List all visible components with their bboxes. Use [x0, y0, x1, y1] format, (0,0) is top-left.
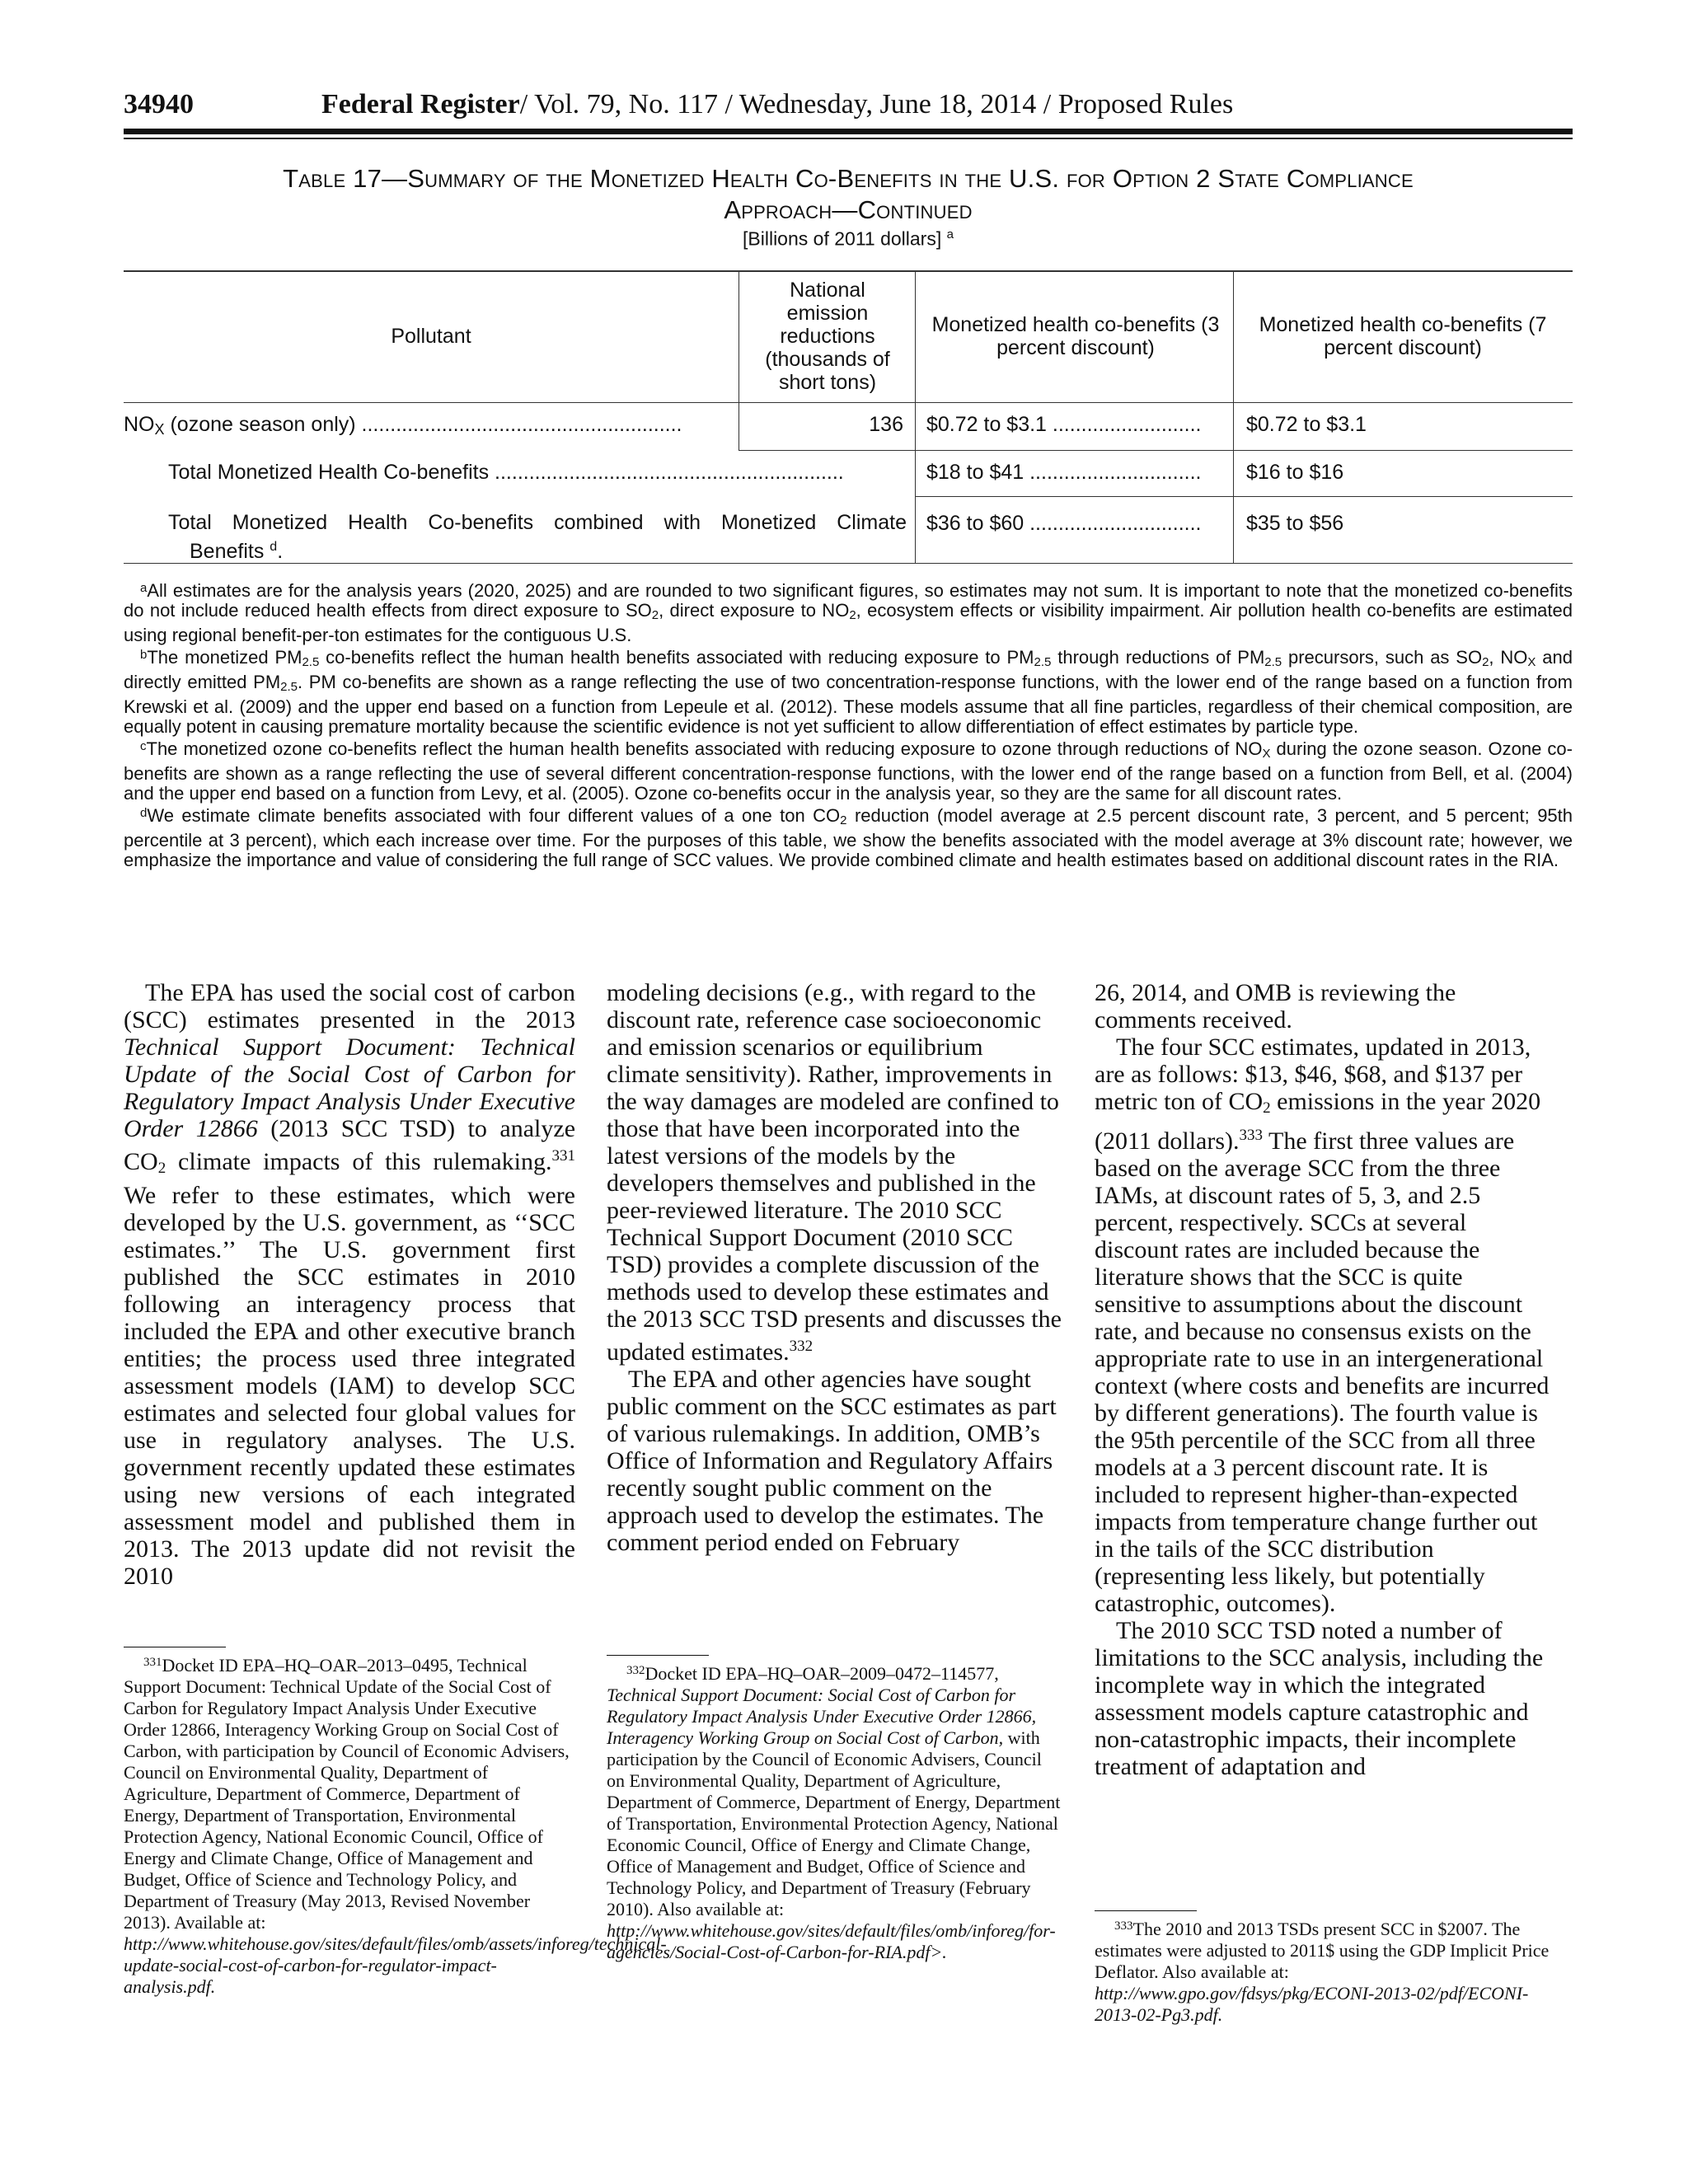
fb-sub3: 2.5: [1264, 655, 1282, 669]
table-footnotes: [124, 579, 1573, 870]
fb7: . PM co-benefits are shown as a range reflecting the use of two concentration-response functions, with the lower end of the range based on a function from Krewski et al. (2009) and the upper end based on a function from Lepeule et al. (2012). These models assume that all fine particles, regardless of their chemical composition, are equally potent in causing premature mortality because the scientific evidence is not yet sufficient to allow differentiation of effect estimates by particle type.: [124, 672, 1573, 737]
fn331-link[interactable]: http://www.whitehouse.gov/sites/default/files/omb/assets/inforeg/technical-update-social-cost-of-carbon-for-regulator-impact-analysis.pdf.: [124, 1933, 667, 1997]
c3b: emissions in the year 2020 (2011 dollars).: [1095, 1088, 1541, 1155]
table-vrule-1: [738, 270, 739, 450]
c1b: (2013 SCC TSD) to analyze CO: [124, 1115, 576, 1175]
table-row2-rule: [915, 496, 1573, 497]
table-row-nox: [124, 412, 730, 442]
row-combined-label-line1: Total Monetized Health Co-benefits combined with Monetized Climate: [168, 511, 907, 534]
col-header-benefit7: Monetized health co-benefits (7 percent discount): [1259, 313, 1547, 359]
c3a: The four SCC estimates, updated in 2013, are as follows: $13, $46, $68, and $137 per metric ton of CO: [1095, 1033, 1531, 1115]
fb2: co-benefits reflect the human health benefits associated with reducing exposure to PM: [319, 647, 1034, 668]
fn333-link[interactable]: http://www.gpo.gov/fdsys/pkg/ECONI-2013-02/pdf/ECONI-2013-02-Pg3.pdf.: [1095, 1983, 1529, 2025]
footnote-c-mark: c: [140, 739, 147, 753]
fb-sub6: 2.5: [280, 680, 298, 694]
c1-italic-title: Technical Support Document: Technical Update of the Social Cost of Carbon for Regulatory Impact Analysis Under Executive Order 12866: [124, 1033, 575, 1142]
footnote-b-mark: b: [140, 648, 148, 662]
table-title-line1: Table 17—Summary of the Monetized Health Co-Benefits in the U.S. for Option 2 State Compliance: [283, 164, 1414, 193]
row-nox-reduction: 136: [869, 413, 903, 436]
summary-table: [124, 270, 1573, 567]
publication-name: Federal Register: [321, 89, 520, 120]
row-combined-label: [168, 511, 907, 564]
col3-paragraph-3: The 2010 SCC TSD noted a number of limitations to the SCC analysis, including the incomplete way in which the integrated assessment models capture catastrophic and non-catastrophic impacts, their incomplete treatment of adaptation and: [1095, 1617, 1544, 1780]
row-total-benefit3: $18 to $41 ..............................: [926, 461, 1202, 484]
fb5: , NO: [1489, 647, 1528, 668]
footnote-a-mark: a: [140, 581, 148, 595]
header-rule-thick: [124, 129, 1573, 134]
c3-sub: 2: [1263, 1099, 1271, 1117]
row-combined-label-end: .: [277, 540, 284, 563]
row-combined-benefit7: $35 to $56: [1246, 512, 1344, 535]
col2-paragraph-2: The EPA and other agencies have sought public comment on the SCC estimates as part of various rulemakings. In addition, OMB’s Office of Information and Regulatory Affairs recently sought public comment on the approach used to develop the estimates. The comment period ended on February: [607, 1366, 1057, 1556]
c1-sub: 2: [157, 1160, 166, 1177]
table-header-rule: [124, 402, 1573, 403]
col1-paragraph-1: [124, 979, 575, 1590]
fn333-text: The 2010 and 2013 TSDs present SCC in $2007. The estimates were adjusted to 2011$ using the GDP Implicit Price Deflator. Also available at:: [1095, 1919, 1550, 1982]
fn332-b: with participation by the Council of Economic Advisers, Council on Environmental Quality, Department of Agriculture, Department of Commerce, Department of Energy, Department of Transportation, Environmental Protection Agency, National Economic Council, Office of Energy and Climate Change, Office of Management and Budget, Office of Science and Technology Policy, and Department of Treasury (February 2010). Also available at:: [607, 1727, 1061, 1919]
fd2: reduction (model average at 2.5 percent discount rate, 3 percent, and 5 percent; 95th percentile at 3 percent), which each increase over time. For the purposes of this table, we show the benefits associated with the model average at 3% discount rate; however, we emphasize the importance and value of considering the full range of SCC values. We provide combined climate and health estimates based on additional discount rates in the RIA.: [124, 805, 1573, 870]
fn331-text: Docket ID EPA–HQ–OAR–2013–0495, Technical Support Document: Technical Update of the Social Cost of Carbon for Regulatory Impact Analysis Under Executive Order 12866, Interagency Working Group on Social Cost of Carbon, with participation by Council of Economic Advisers, Council on Environmental Quality, Department of Agriculture, Department of Commerce, Department of Energy, Department of Transportation, Environmental Protection Agency, National Economic Council, Office of Energy and Climate Change, Office of Management and Budget, Office of Science and Technology Policy, and Department of Treasury (May 2013, Revised November 2013). Available at:: [124, 1655, 570, 1933]
col3-paragraph-1: 26, 2014, and OMB is reviewing the comments received.: [1095, 979, 1456, 1033]
fa3: , ecosystem effects or visibility impairment. Air pollution health co-benefits are estimated using regional benefit-per-ton estimates for the contiguous U.S.: [124, 600, 1573, 645]
fb-sub2: 2.5: [1034, 655, 1052, 669]
issue-details: / Vol. 79, No. 117 / Wednesday, June 18, 2014 / Proposed Rules: [519, 89, 1234, 120]
body-column-1: [124, 979, 575, 1590]
row-nox-label-sub: X: [154, 421, 165, 438]
col-header-pollutant: Pollutant: [391, 325, 471, 348]
fn332-a: Docket ID EPA–HQ–OAR–2009–0472–114577,: [645, 1663, 999, 1684]
fb-sub5: X: [1527, 655, 1536, 669]
c1a: The EPA has used the social cost of carbon (SCC) estimates presented in the 2013: [124, 979, 575, 1033]
header-title: [321, 89, 1233, 120]
table-footnote-a: [124, 579, 1573, 645]
row-combined-note: d: [270, 540, 278, 554]
body-column-2: [607, 979, 1062, 1556]
table-row1-rule: [738, 450, 1573, 451]
fc2: during the ozone season. Ozone co-benefits are shown as a range reflecting the use of several different concentration-response functions, with the lower end of the range based on a function from Bell, et al. (2004) and the upper end based on a function from Levy, et al. (2005). Ozone co-benefits occur in the analysis year, so they are the same for all discount rates.: [124, 738, 1573, 804]
row-combined-label-line2: [168, 535, 907, 564]
table-footnote-d: [124, 804, 1573, 870]
c3c: The first three values are based on the average SCC from the three IAMs, at discount rates of 5, 3, and 2.5 percent, respectively. SCCs at several discount rates are included because the literature shows that the SCC is quite sensitive to assumptions about the discount rate, and because no consensus exists on the appropriate rate to use in an intergenerational context (where costs and benefits are incurred by different generations). The fourth value is the 95th percentile of the SCC from all three models at a 3 percent discount rate. It is included to represent higher-than-expected impacts from temperature change further out in the tails of the SCC distribution (representing less likely, but potentially catastrophic, outcomes).: [1095, 1127, 1550, 1617]
row-combined-benefit3: $36 to $60 ..............................: [926, 512, 1202, 535]
table-footnote-c: [124, 737, 1573, 804]
fc-sub1: X: [1262, 747, 1271, 761]
col2-footnote-rule: [607, 1655, 709, 1656]
fn332-mark: 332: [626, 1664, 645, 1677]
table-subtitle-note: a: [946, 227, 954, 241]
row-nox-benefit3: $0.72 to $3.1 ..........................: [926, 413, 1202, 436]
col-header-reductions: National emission reductions (thousands of short tons): [765, 279, 890, 394]
fn331-mark: 331: [143, 1656, 162, 1669]
footnote-ref-332[interactable]: 332: [789, 1338, 814, 1355]
c1c: climate impacts of this rulemaking.: [166, 1148, 552, 1175]
c1d: We refer to these estimates, which were developed by the U.S. government, as ‘‘SCC estimates.’’ The U.S. government first published the SCC estimates in 2010 following an interagency process that included the EPA and other executive branch entities; the process used three integrated assessment models (IAM) to develop SCC estimates and selected four global values for use in regulatory analyses. The U.S. government recently updated these estimates using new versions of each integrated assessment model and published them in 2013. The 2013 update did not revisit the 2010: [124, 1182, 575, 1590]
fd1: We estimate climate benefits associated with four different values of a one ton CO: [147, 805, 841, 826]
table-subtitle-text: [Billions of 2011 dollars]: [743, 227, 942, 250]
fb1: The monetized PM: [147, 647, 302, 668]
fa-sub1: 2: [651, 608, 659, 622]
footnote-332: [607, 1660, 1062, 1963]
fn333-mark: 333: [1114, 1919, 1133, 1933]
table-vrule-3: [1233, 270, 1234, 563]
fn333-para: [1095, 1915, 1550, 2026]
row-nox-label: NO: [124, 413, 155, 436]
fa2: , direct exposure to NO: [659, 600, 850, 621]
table-subtitle: [124, 227, 1573, 251]
col2-paragraph-1: [607, 979, 1062, 1366]
fa1: All estimates are for the analysis years (2020, 2025) and are rounded to two significant figures, so estimates may not sum. It is important to note that the monetized co-benefits do not include reduced health effects from direct exposure to SO: [124, 580, 1573, 621]
col3-footnote-rule: [1095, 1910, 1197, 1911]
fb-sub4: 2: [1482, 655, 1489, 669]
fb3: through reductions of PM: [1051, 647, 1265, 668]
fn332-italic: Technical Support Document: Social Cost of Carbon for Regulatory Impact Analysis Under Executive Order 12866, Interagency Working Group on Social Cost of Carbon,: [607, 1685, 1037, 1748]
footnote-d-mark: d: [140, 806, 148, 820]
row-total-benefit7: $16 to $16: [1246, 461, 1344, 484]
row-combined-label-text: Benefits: [190, 540, 265, 563]
page-number: 34940: [124, 89, 194, 120]
header-rule-thin: [124, 138, 1573, 139]
table-title: [124, 163, 1573, 226]
col-header-benefit3: Monetized health co-benefits (3 percent discount): [931, 313, 1220, 359]
c2a: modeling decisions (e.g., with regard to the discount rate, reference case socioeconomic and emission scenarios or equilibrium climate sensitivity). Rather, improvements in the way damages are modeled are confined to those that have been incorporated into the latest versions of the models by the developers themselves and published in the peer-reviewed literature. The 2010 SCC Technical Support Document (2010 SCC TSD) provides a complete discussion of the methods used to develop these estimates and the 2013 SCC TSD presents and discusses the updated estimates.: [607, 979, 1062, 1366]
table-vrule-2: [915, 270, 916, 563]
table-title-line2: Approach—Continued: [724, 195, 973, 224]
col3-paragraph-2: [1095, 1033, 1550, 1617]
fa-sub2: 2: [849, 608, 856, 622]
fb4: precursors, such as SO: [1282, 647, 1483, 668]
footnote-ref-333[interactable]: 333: [1239, 1127, 1264, 1144]
fn332-para: [607, 1660, 1062, 1963]
body-column-3: [1095, 979, 1550, 1780]
row-nox-benefit7: $0.72 to $3.1: [1246, 413, 1367, 436]
running-header: [124, 89, 1573, 124]
table-footnote-b: [124, 645, 1573, 737]
fd-sub1: 2: [840, 813, 847, 827]
row-total-label: Total Monetized Health Co-benefits .............................................................: [168, 461, 844, 484]
fb-sub1: 2.5: [302, 655, 320, 669]
footnote-ref-331[interactable]: 331: [551, 1147, 575, 1165]
footnote-333: [1095, 1915, 1550, 2026]
fc1: The monetized ozone co-benefits reflect the human health benefits associated with reducing exposure to ozone through reductions of NO: [146, 738, 1263, 759]
fb6: and directly emitted PM: [124, 647, 1573, 692]
fn332-link[interactable]: http://www.whitehouse.gov/sites/default/files/omb/inforeg/for-agencies/Social-Cost-of-Carbon-for-RIA.pdf>.: [607, 1920, 1056, 1962]
row-nox-label-rest: (ozone season only) ........................................................: [164, 413, 682, 436]
